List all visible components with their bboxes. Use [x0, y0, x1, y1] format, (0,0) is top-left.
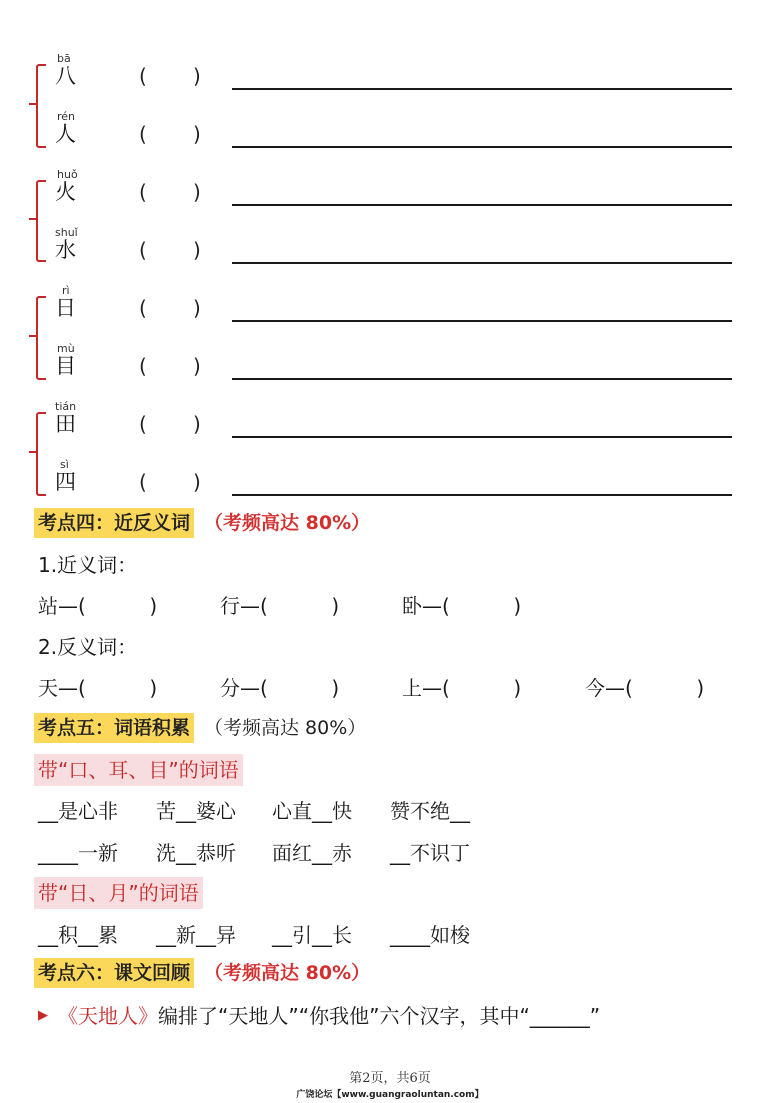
- paren-left: (: [139, 122, 147, 146]
- pinyin: sì: [60, 458, 69, 471]
- antonym-item[interactable]: 分—( ): [220, 676, 340, 700]
- paren-right: ): [193, 122, 201, 146]
- writing-line[interactable]: [232, 88, 732, 90]
- synonym-item[interactable]: 站—( ): [38, 594, 158, 618]
- review-question: [38, 1001, 600, 1031]
- writing-line[interactable]: [232, 436, 732, 438]
- paren-right: ): [193, 180, 201, 204]
- idiom-item[interactable]: ____如梭: [390, 923, 470, 947]
- writing-line[interactable]: [232, 378, 732, 380]
- book-title: 《天地人》: [58, 1004, 158, 1028]
- antonym-item[interactable]: 上—( ): [402, 676, 522, 700]
- section5-heading: [34, 713, 366, 743]
- idiom-item[interactable]: 洗__恭听: [156, 841, 236, 865]
- antonym-heading: 2.反义词：: [38, 635, 138, 659]
- synonym-item[interactable]: 行—( ): [220, 594, 340, 618]
- idiom-item[interactable]: __积__累: [38, 923, 118, 947]
- paren-right: ): [193, 354, 201, 378]
- paren-left: (: [139, 354, 147, 378]
- paren-right: ): [193, 412, 201, 436]
- paren-right: ): [193, 470, 201, 494]
- paren-right: ): [193, 238, 201, 262]
- site-watermark[interactable]: 广饶论坛【www.guangraoluntan.com】: [296, 1090, 484, 1100]
- character: 水: [55, 238, 76, 262]
- idiom-item[interactable]: __新__异: [156, 923, 236, 947]
- writing-line[interactable]: [232, 494, 732, 496]
- character: 田: [55, 412, 76, 436]
- section6-heading: [34, 958, 370, 988]
- writing-line[interactable]: [232, 320, 732, 322]
- paren-left: (: [139, 64, 147, 88]
- idiom-item[interactable]: 苦__婆心: [156, 799, 236, 823]
- page-indicator: 第2页，共6页: [349, 1071, 431, 1086]
- paren-left: (: [139, 180, 147, 204]
- section4-frequency: （考频高达 80%）: [204, 512, 371, 534]
- play-triangle-icon: ▶: [38, 1008, 48, 1023]
- idiom-item[interactable]: __是心非: [38, 799, 118, 823]
- pinyin: shuǐ: [55, 226, 78, 239]
- antonym-item[interactable]: 今—( ): [585, 676, 705, 700]
- character: 日: [55, 296, 76, 320]
- pinyin: tián: [55, 400, 77, 413]
- section6-frequency: （考频高达 80%）: [204, 962, 371, 984]
- character: 目: [55, 354, 76, 378]
- writing-line[interactable]: [232, 146, 732, 148]
- question-text: 编排了“天地人”“你我他”六个汉字，其中“______”: [158, 1004, 601, 1028]
- section6-title: 考点六：课文回顾: [34, 958, 194, 988]
- paren-left: (: [139, 470, 147, 494]
- idiom-item[interactable]: 赞不绝__: [390, 799, 470, 823]
- paren-left: (: [139, 412, 147, 436]
- pinyin: rì: [62, 284, 70, 297]
- paren-left: (: [139, 238, 147, 262]
- character: 四: [55, 470, 76, 494]
- synonym-heading: 1.近义词：: [38, 553, 138, 577]
- group-bracket-tick: [29, 335, 37, 337]
- group-bracket: [36, 180, 46, 262]
- group-bracket-tick: [29, 103, 37, 105]
- group-bracket-tick: [29, 218, 37, 220]
- paren-left: (: [139, 296, 147, 320]
- character: 火: [55, 180, 76, 204]
- section5-frequency: （考频高达 80%）: [204, 717, 367, 739]
- antonym-item[interactable]: 天—( ): [38, 676, 158, 700]
- character: 八: [55, 64, 76, 88]
- pinyin: rén: [57, 110, 76, 123]
- pinyin: bā: [57, 52, 71, 65]
- section4-heading: [34, 508, 370, 538]
- group-bracket: [36, 64, 46, 148]
- group1-heading: 带“口、耳、目”的词语: [34, 754, 243, 786]
- group-bracket: [36, 296, 46, 380]
- group-bracket: [36, 412, 46, 496]
- writing-line[interactable]: [232, 204, 732, 206]
- section5-title: 考点五：词语积累: [34, 713, 194, 743]
- idiom-item[interactable]: 心直__快: [272, 799, 352, 823]
- idiom-item[interactable]: __不识丁: [390, 841, 470, 865]
- pinyin: huǒ: [57, 168, 78, 181]
- writing-line[interactable]: [232, 262, 732, 264]
- paren-right: ): [193, 64, 201, 88]
- section4-title: 考点四：近反义词: [34, 508, 194, 538]
- idiom-item[interactable]: ____一新: [38, 841, 118, 865]
- paren-right: ): [193, 296, 201, 320]
- synonym-item[interactable]: 卧—( ): [402, 594, 522, 618]
- idiom-item[interactable]: __引__长: [272, 923, 352, 947]
- character: 人: [55, 122, 76, 146]
- group2-heading: 带“日、月”的词语: [34, 877, 203, 909]
- group-bracket-tick: [29, 451, 37, 453]
- pinyin: mù: [57, 342, 75, 355]
- idiom-item[interactable]: 面红__赤: [272, 841, 352, 865]
